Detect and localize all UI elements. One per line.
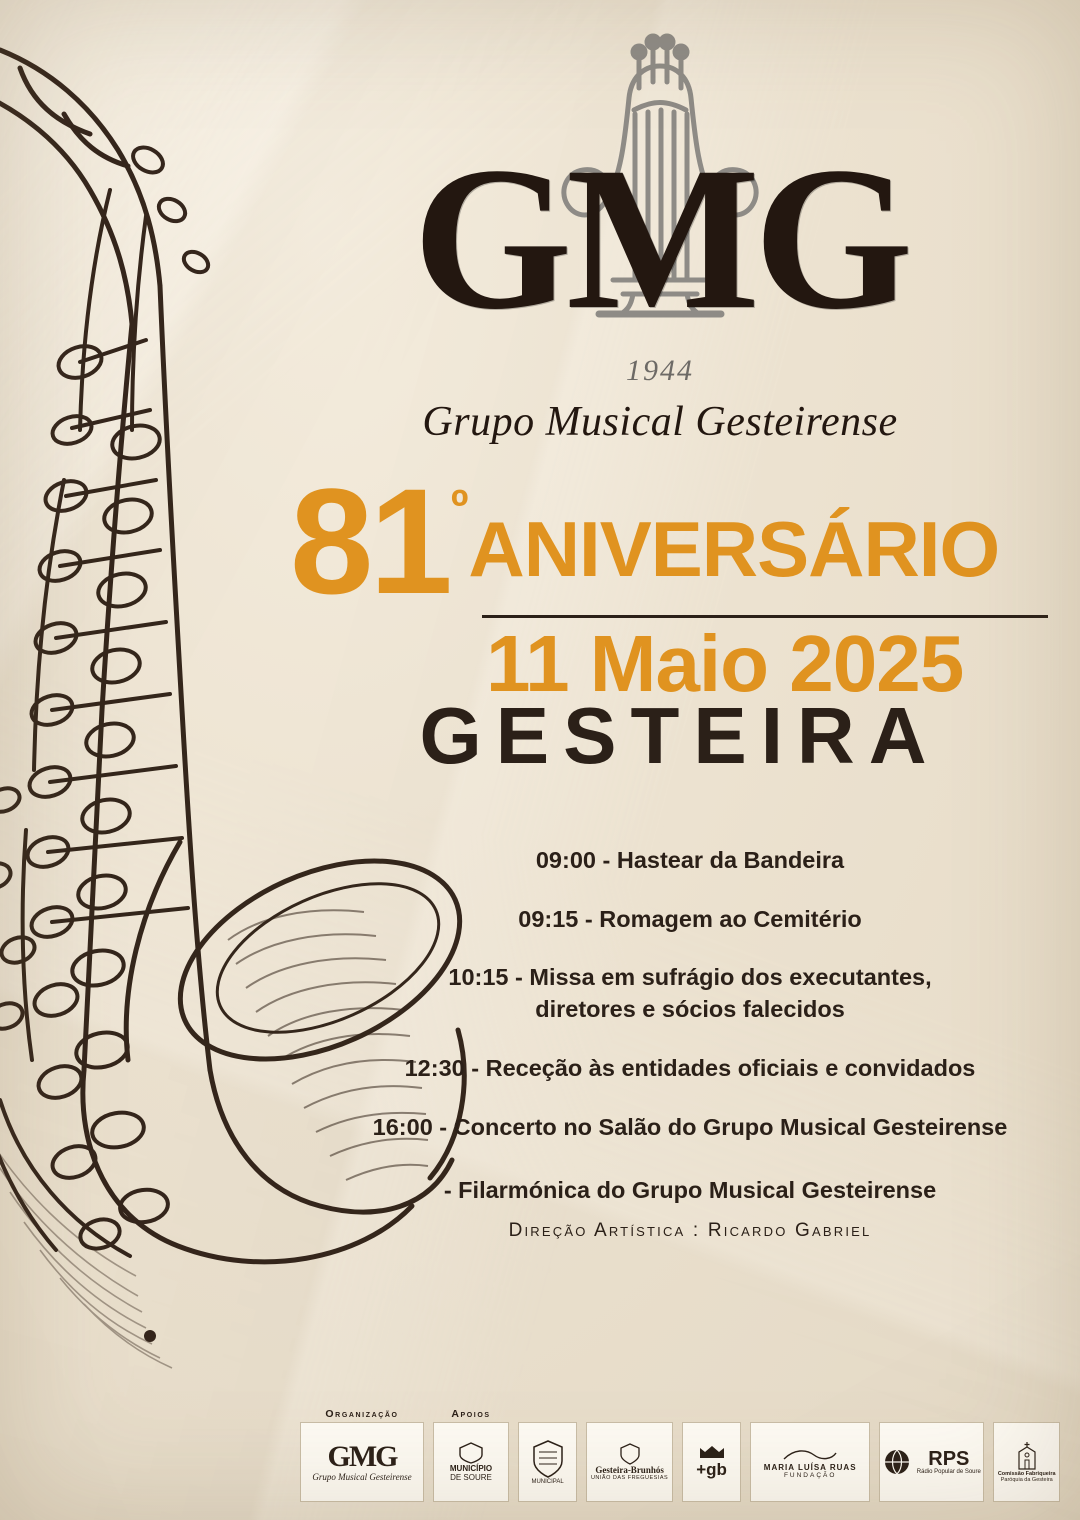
program-item: 10:15 - Missa em sufrágio dos executantes, diretores e sócios falecidos [448,964,932,1023]
shield-icon [531,1439,565,1479]
headline-block [290,457,1060,708]
sponsor-line2: UNIÃO DAS FREGUESIAS [590,1474,669,1481]
logo-year: 1944 [626,354,694,387]
crown-icon [698,1444,726,1460]
globe-icon [883,1448,911,1476]
organizer-name: Grupo Musical Gesteirense [312,1472,412,1482]
sponsor-line2: Paróquia da Gesteira [1000,1477,1053,1483]
logo-subtitle: Grupo Musical Gesteirense [422,399,898,445]
sponsor-logo-gmg [300,1422,424,1502]
sponsor-line2: Rádio Popular de Soure [916,1468,981,1475]
sponsor-logo-gb [682,1422,741,1502]
program-item: 12:30 - Receção às entidades oficiais e convidados [404,1054,976,1081]
support-label: Apoios [451,1408,491,1420]
sponsor-line1: MUNICÍPIO [449,1463,493,1473]
event-date: 11 Maio 2025 [486,618,964,708]
headline-divider [482,615,1048,618]
program-item: 09:15 - Romagem ao Cemitério [518,905,862,932]
church-icon [1014,1441,1040,1471]
gmg-logo [330,18,990,445]
sponsor-line1: Comissão Fabriqueira [997,1470,1056,1477]
program-item: 16:00 - Concerto no Salão do Grupo Musical Gesteirense [372,1113,1008,1140]
sponsor-logo-municipio-soure [433,1422,509,1502]
sponsor-strip [300,1392,1060,1502]
crest-icon [620,1443,640,1465]
organizer-acronym: GMG [327,1440,397,1473]
program-list [330,845,1050,1242]
performer-line: - Filarmónica do Grupo Musical Gesteirense [443,1177,937,1204]
anniversary-number: 81 [290,457,449,625]
sponsor-line1: MARIA LUÍSA RUAS [763,1462,857,1472]
event-city: GESTEIRA [419,691,941,780]
sponsor-line2: MUNICIPAL [531,1478,564,1485]
sponsor-logo-maria-luisa-ruas [750,1422,870,1502]
foundation-icon [780,1445,840,1463]
ordinal-mark: º [450,480,469,534]
sponsor-line1: RPS [928,1447,970,1470]
organization-label: Organização [325,1408,399,1420]
sponsor-logo-rps [879,1422,984,1502]
sponsor-line2: FUNDAÇÃO [783,1471,837,1479]
anniversary-word: ANIVERSÁRIO [468,504,1000,593]
sponsor-logo-comissao-fabriqueira [993,1422,1060,1502]
sponsor-line1: Gesteira-Brunhós [595,1464,664,1475]
sponsor-logo-gesteira-brunhos [586,1422,673,1502]
coat-of-arms-icon [458,1442,484,1464]
logo-acronym: GMG [412,125,908,352]
organizer-block [300,1408,424,1502]
program-item: 09:00 - Hastear da Bandeira [535,847,845,873]
supports-block [433,1408,509,1502]
sponsor-line2: DE SOURE [450,1473,492,1482]
sponsor-line1: +gb [696,1460,727,1480]
artistic-direction: Direção Artística : Ricardo Gabriel [508,1220,872,1242]
sponsor-logo-camara-municipal [518,1422,577,1502]
